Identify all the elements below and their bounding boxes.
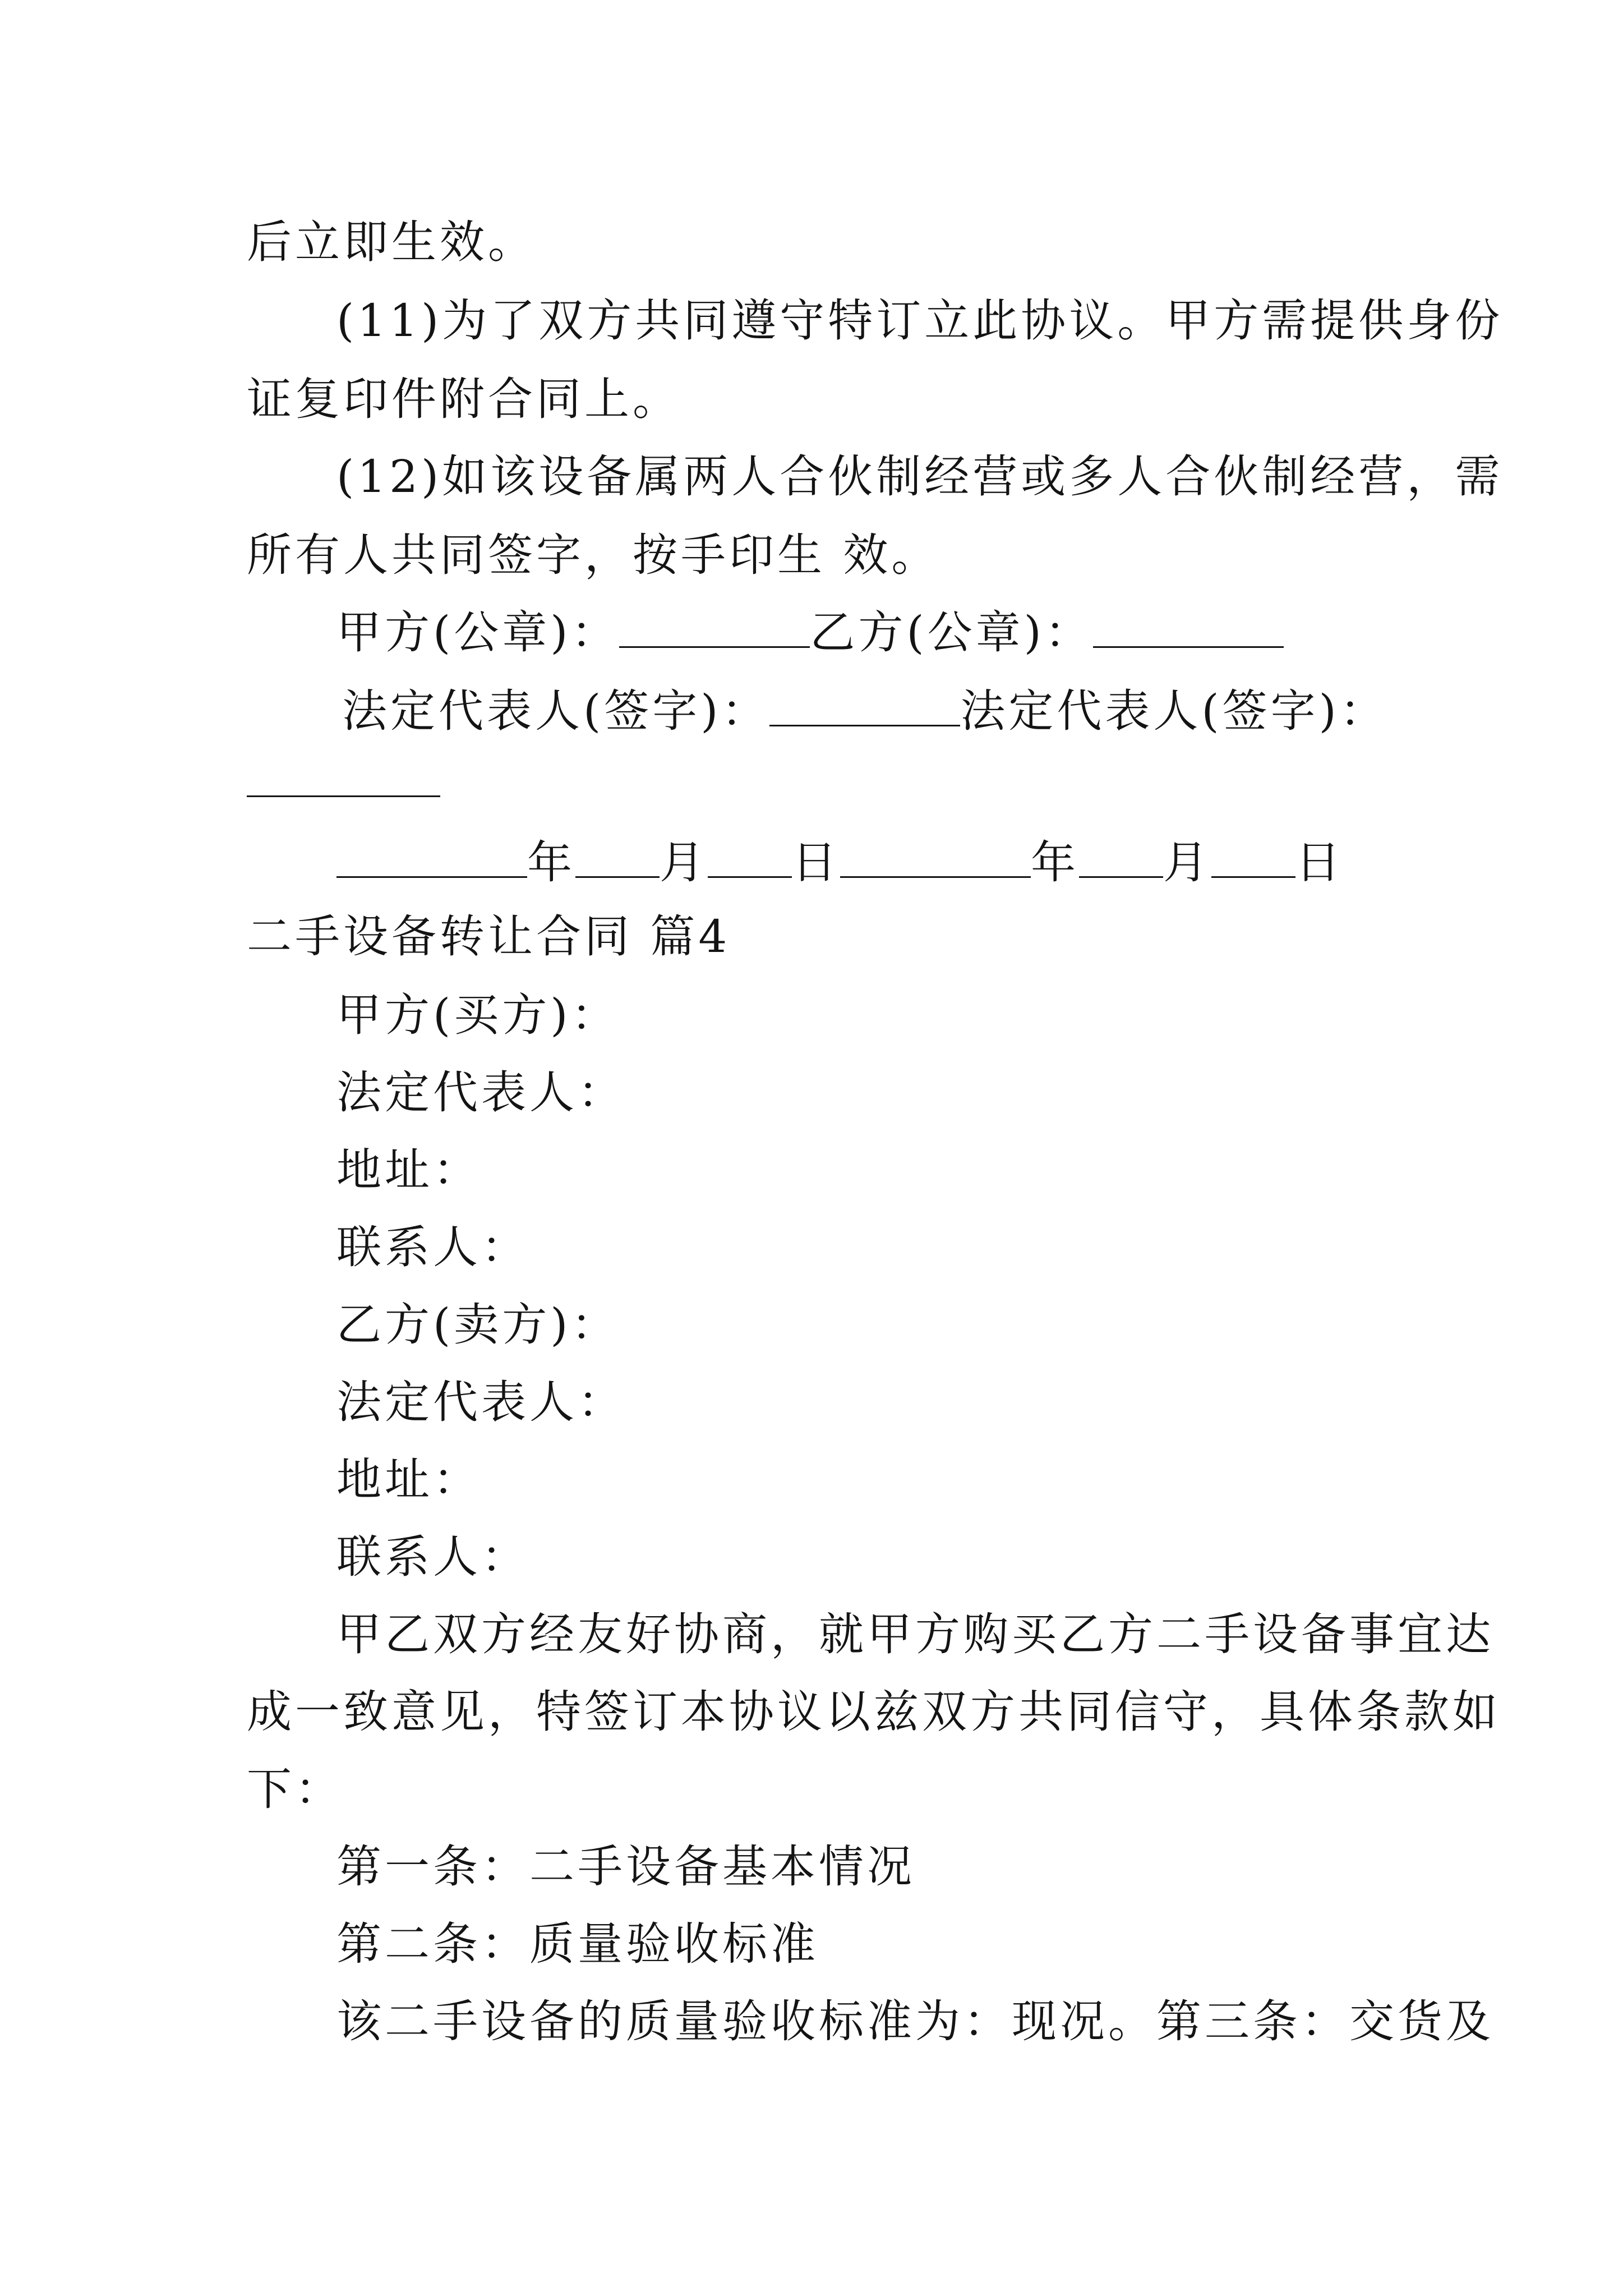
intro-line: 下：	[247, 1763, 343, 1815]
party-line: 联系人：	[336, 1531, 529, 1583]
party-line: 乙方(卖方)：	[336, 1299, 620, 1351]
party-b-seal-label: 乙方(公章)：	[810, 606, 1093, 659]
party-line: 法定代表人：	[336, 1066, 626, 1119]
party-line: 地址：	[336, 1144, 481, 1196]
party-line: 甲方(买方)：	[336, 989, 620, 1041]
rep-a-blank	[769, 685, 960, 726]
date-a-month-label: 月	[660, 836, 708, 889]
intro-line: 甲乙双方经友好协商，就甲方购买乙方二手设备事宜达	[336, 1608, 1494, 1660]
date-b-day-label: 日	[1295, 836, 1344, 889]
rep-a-label: 法定代表人(签字)：	[342, 685, 770, 737]
party-a-seal-blank	[619, 607, 810, 648]
paragraph-line: 所有人共同签字，按手印生 效。	[247, 529, 940, 581]
rep-b-label: 法定代表人(签字)：	[960, 685, 1388, 737]
party-a-seal-label: 甲方(公章)：	[336, 606, 620, 659]
article-line: 该二手设备的质量验收标准为：现况。第三条：交货及	[336, 1995, 1494, 2047]
date-b-month-blank	[1079, 837, 1163, 878]
date-line	[336, 836, 1344, 889]
article-line: 第二条：质量验收标准	[336, 1918, 819, 1970]
date-a-day-blank	[708, 837, 792, 878]
intro-line: 成一致意见，特签订本协议以兹双方共同信守，具体条款如	[247, 1686, 1501, 1738]
paragraph-line: (11)为了双方共同遵守特订立此协议。甲方需提供身份	[336, 295, 1504, 347]
representative-line	[342, 685, 1388, 737]
date-a-year-label: 年	[527, 836, 575, 889]
rep-b-blank	[247, 795, 440, 797]
party-line: 地址：	[336, 1453, 481, 1506]
date-a-year-blank	[336, 837, 527, 878]
date-b-year-label: 年	[1031, 836, 1079, 889]
date-b-month-label: 月	[1163, 836, 1211, 889]
party-line: 法定代表人：	[336, 1376, 626, 1428]
seal-line	[336, 606, 1284, 659]
paragraph-line: (12)如该设备属两人合伙制经营或多人合伙制经营，需	[336, 450, 1504, 503]
paragraph-line: 证复印件附合同上。	[247, 373, 681, 425]
section-title: 二手设备转让合同 篇4	[247, 910, 731, 963]
date-a-day-label: 日	[792, 836, 840, 889]
date-a-month-blank	[575, 837, 660, 878]
party-line: 联系人：	[336, 1221, 529, 1273]
date-b-year-blank	[840, 837, 1031, 878]
party-b-seal-blank	[1093, 607, 1284, 648]
date-b-day-blank	[1211, 837, 1295, 878]
article-line: 第一条：二手设备基本情况	[336, 1841, 915, 1893]
paragraph-line: 后立即生效。	[247, 216, 536, 268]
